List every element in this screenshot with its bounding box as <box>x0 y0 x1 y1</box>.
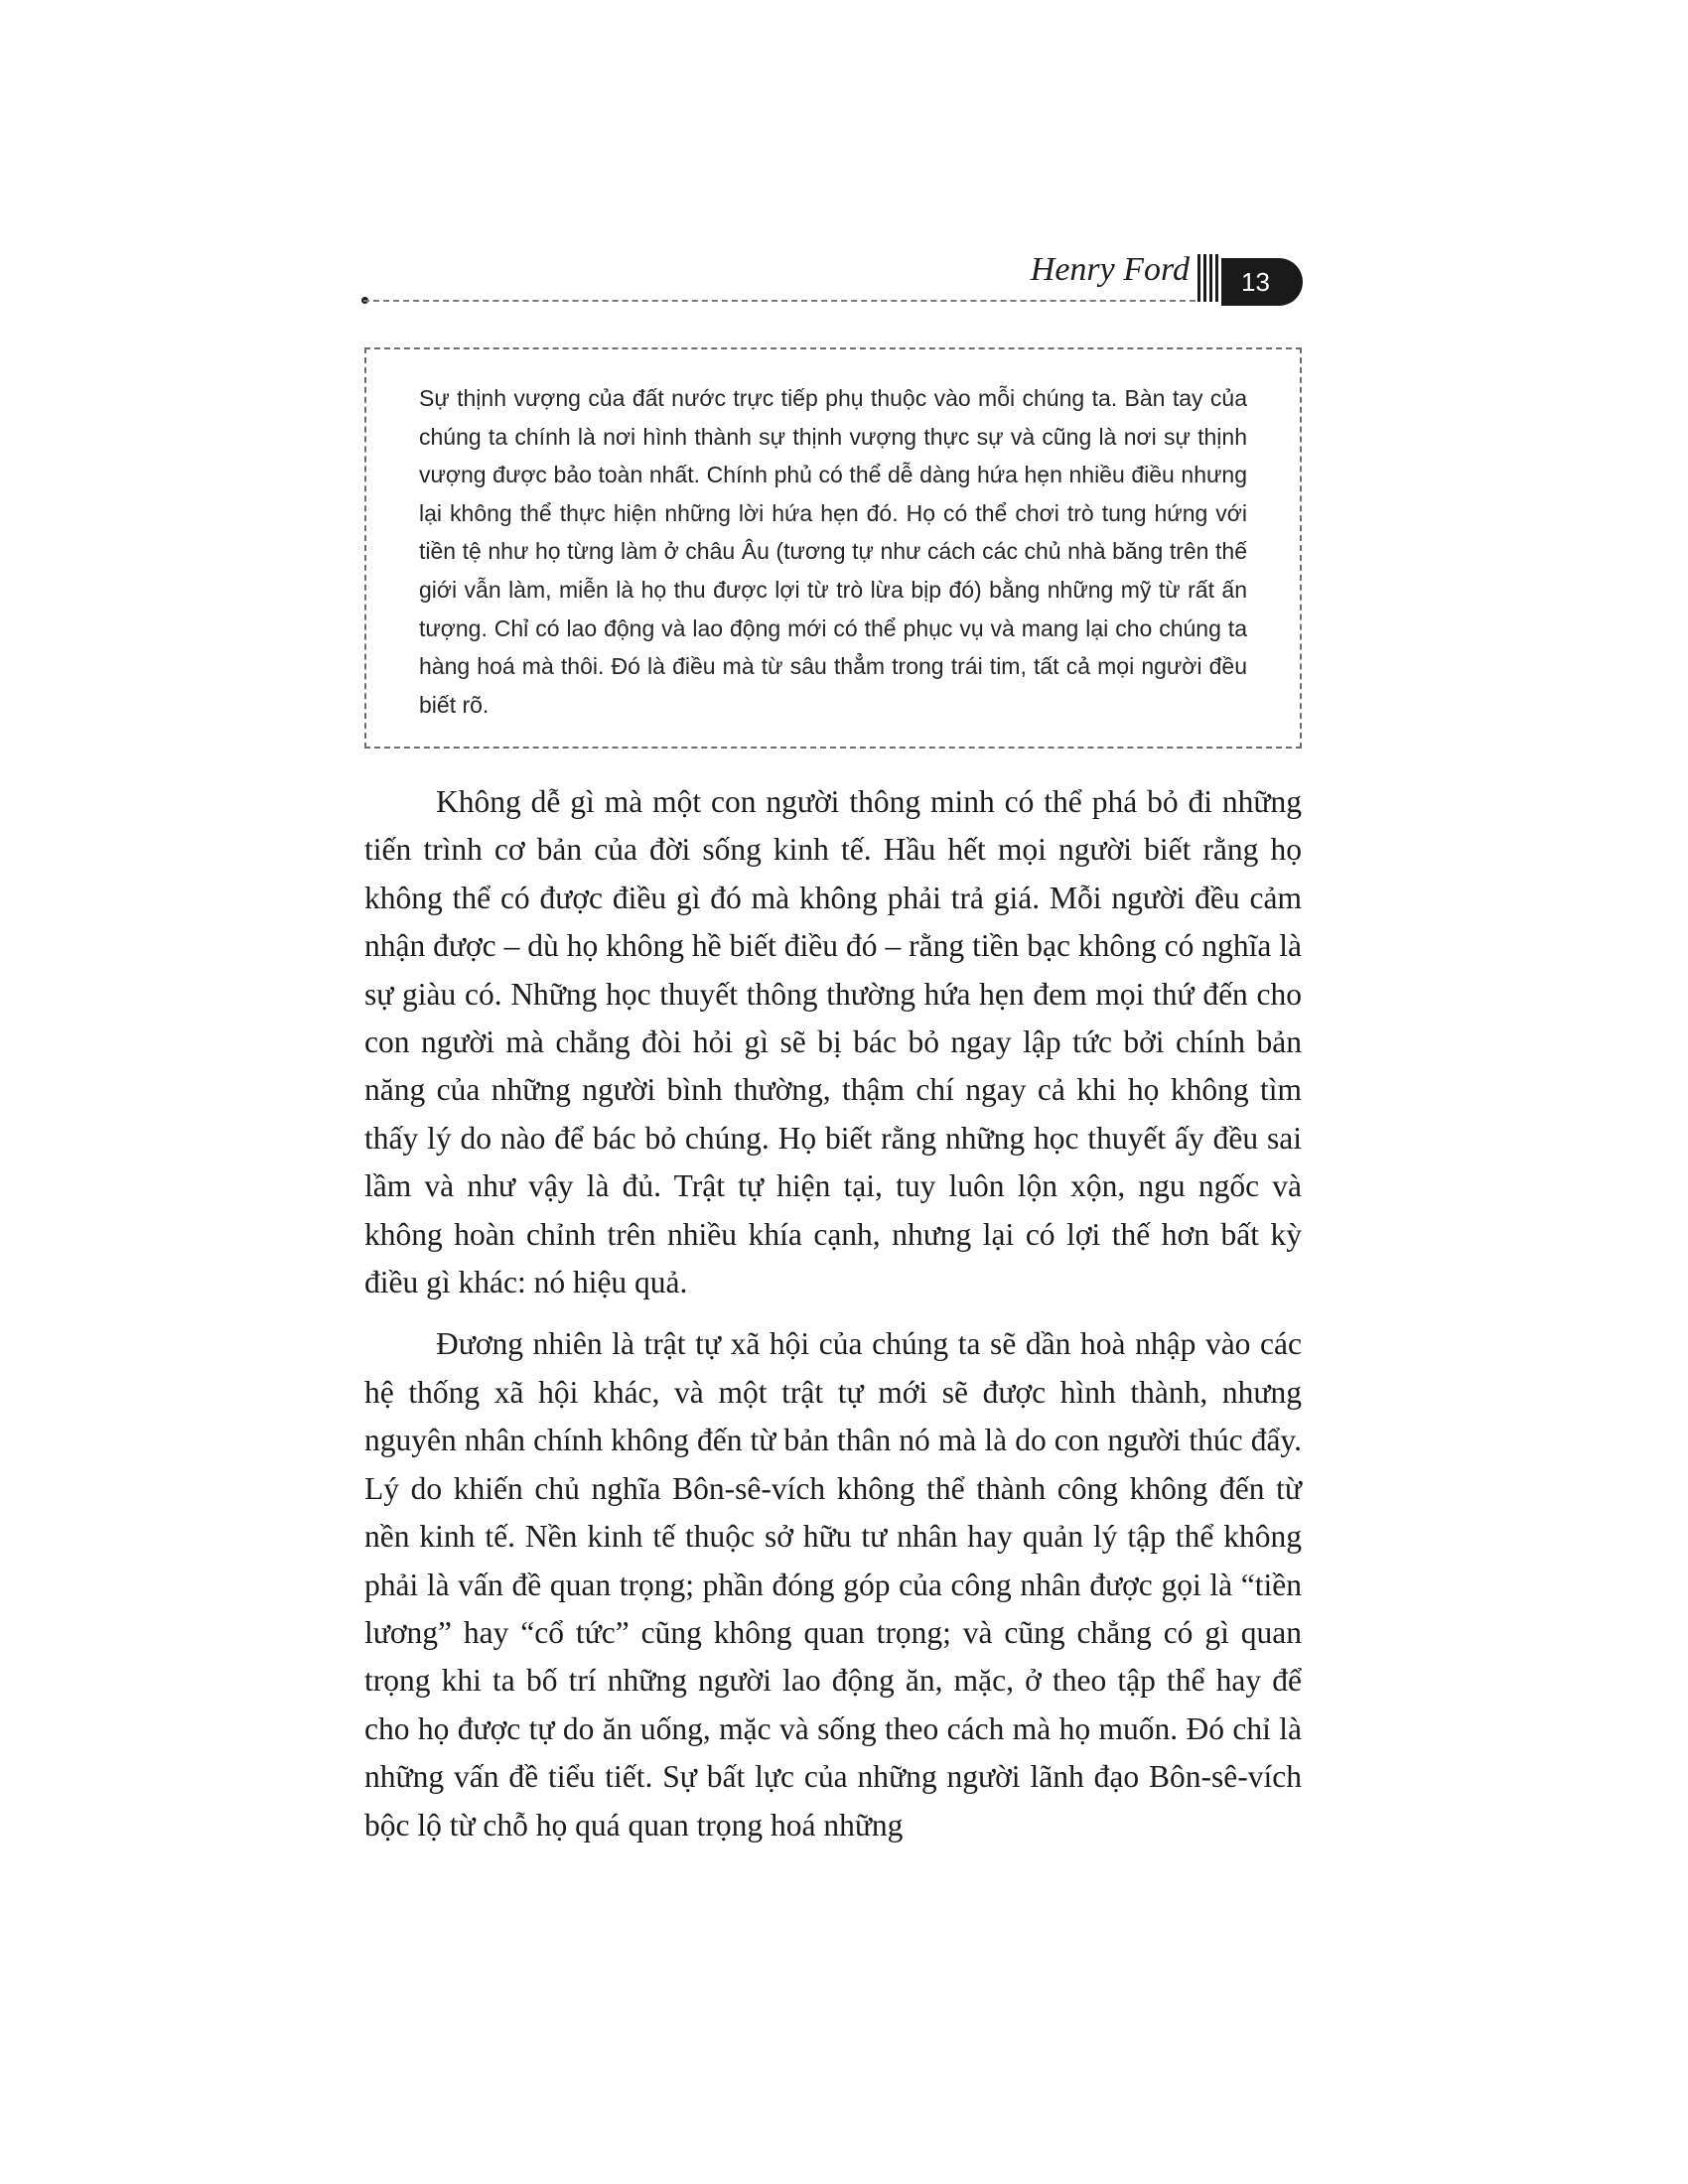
page-number: 13 <box>1241 267 1270 297</box>
page-number-tab <box>1221 258 1303 306</box>
body-text <box>364 778 1302 1863</box>
header-dashed-rule <box>363 300 1196 302</box>
header-bars-ornament <box>1197 254 1219 302</box>
body-paragraph: Đương nhiên là trật tự xã hội của chúng ta sẽ dần hoà nhập vào các hệ thống xã hội khác, và một trật tự mới sẽ được hình thành, nhưng nguyên nhân chính không đến từ bản thân nó mà là do con người thúc đẩy. Lý do khiến chủ nghĩa Bôn-sê-vích không thể thành công không đến từ nền kinh tế. Nền kinh tế thuộc sở hữu tư nhân hay quản lý tập thể không phải là vấn đề quan trọng; phần đóng góp của công nhân được gọi là “tiền lương” hay “cổ tức” cũng không quan trọng; và cũng chẳng có gì quan trọng khi ta bố trí những người lao động ăn, mặc, ở theo tập thể hay để cho họ được tự do ăn uống, mặc và sống theo cách mà họ muốn. Đó chỉ là những vấn đề tiểu tiết. Sự bất lực của những người lãnh đạo Bôn-sê-vích bộc lộ từ chỗ họ quá quan trọng hoá những <box>364 1326 1302 1843</box>
quote-text: Sự thịnh vượng của đất nước trực tiếp phụ thuộc vào mỗi chúng ta. Bàn tay của chúng ta chính là nơi hình thành sự thịnh vượng thực sự và cũng là nơi sự thịnh vượng được bảo toàn nhất. Chính phủ có thể dễ dàng hứa hẹn nhiều điều nhưng lại không thể thực hiện những lời hứa hẹn đó. Họ có thể chơi trò tung hứng với tiền tệ như họ từng làm ở châu Âu (tương tự như cách các chủ nhà băng trên thế giới vẫn làm, miễn là họ thu được lợi từ trò lừa bịp đó) bằng những mỹ từ rất ấn tượng. Chỉ có lao động và lao động mới có thể phục vụ và mang lại cho chúng ta hàng hoá mà thôi. Đó là điều mà từ sâu thẳm trong trái tim, tất cả mọi người đều biết rõ. <box>419 385 1247 718</box>
running-header <box>363 248 1301 308</box>
body-paragraph: Không dễ gì mà một con người thông minh có thể phá bỏ đi những tiến trình cơ bản của đời sống kinh tế. Hầu hết mọi người biết rằng họ không thể có được điều gì đó mà không phải trả giá. Mỗi người đều cảm nhận được – dù họ không hề biết điều đó – rằng tiền bạc không có nghĩa là sự giàu có. Những học thuyết thông thường hứa hẹn đem mọi thứ đến cho con người mà chẳng đòi hỏi gì sẽ bị bác bỏ ngay lập tức bởi chính bản năng của những người bình thường, thậm chí ngay cả khi họ không tìm thấy lý do nào để bác bỏ chúng. Họ biết rằng những học thuyết ấy đều sai lầm và như vậy là đủ. Trật tự hiện tại, tuy luôn lộn xộn, ngu ngốc và không hoàn chỉnh trên nhiều khía cạnh, nhưng lại có lợi thế hơn bất kỳ điều gì khác: nó hiệu quả. <box>364 784 1302 1300</box>
quote-box <box>364 347 1302 749</box>
running-header-author: Henry Ford <box>1030 251 1190 288</box>
